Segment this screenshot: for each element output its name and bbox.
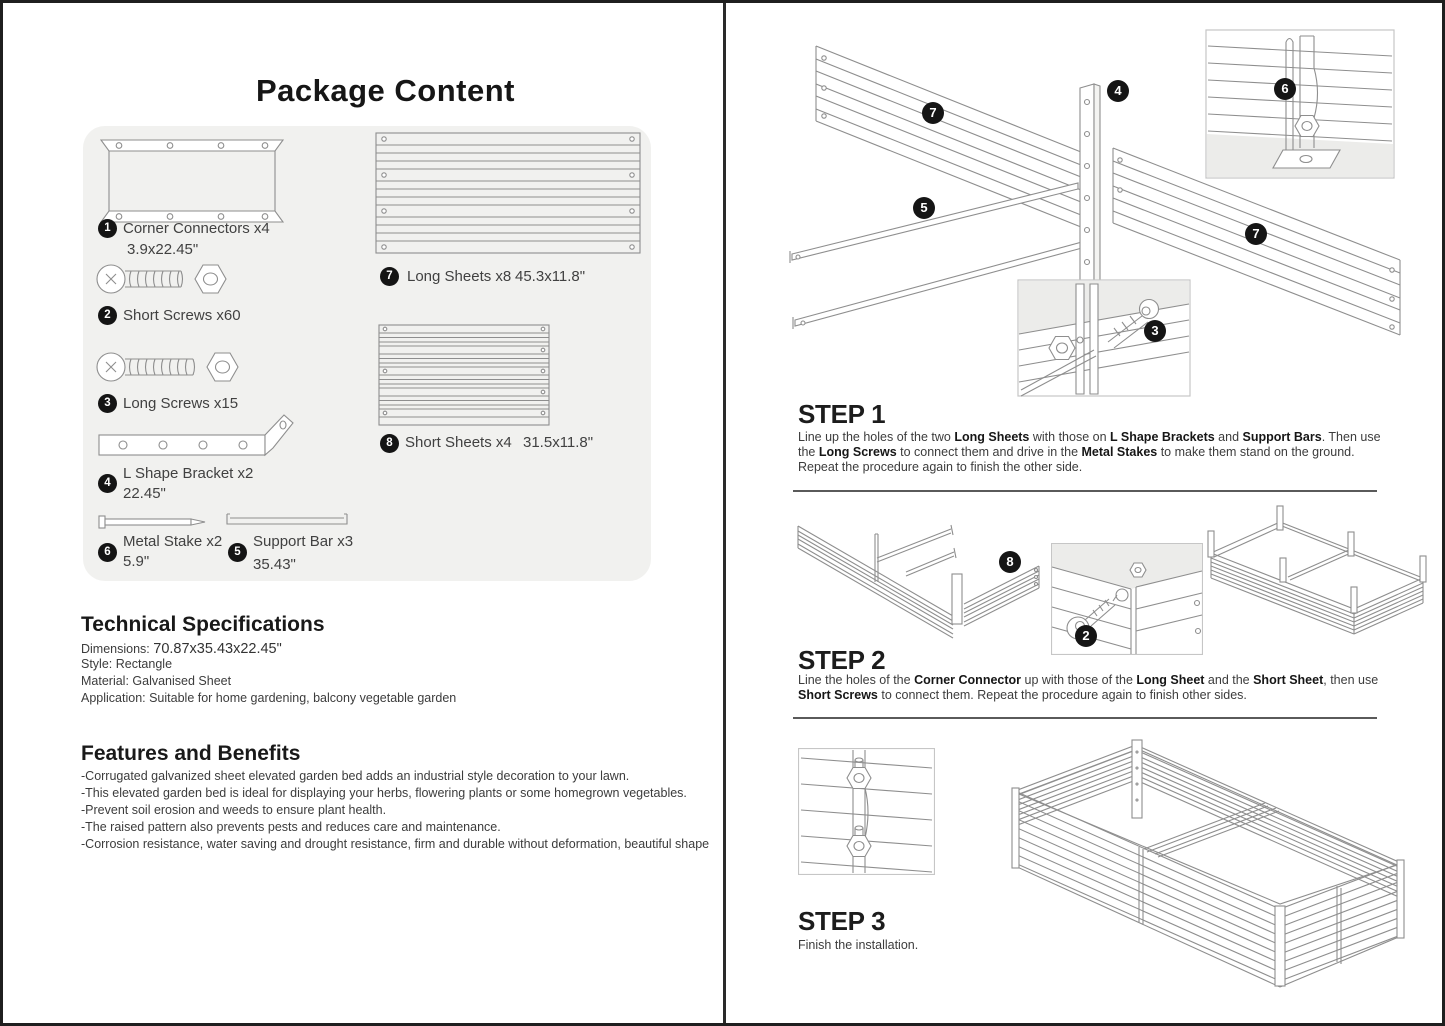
callout-badge-5: 5	[913, 197, 935, 219]
callout-badge-6: 6	[1274, 78, 1296, 100]
package-content-box	[83, 126, 651, 581]
part-dim-7: 45.3x11.8"	[515, 268, 586, 285]
part-badge-1: 1	[98, 219, 117, 238]
callout-badge-7: 7	[922, 102, 944, 124]
step1-text: Line up the holes of the two Long Sheets with those on L Shape Brackets and Support Bars. Then use the Long Screws to connect them and drive in the Metal Stakes to make them stand on the ground. Repeat the procedure again to finish the other side.	[798, 430, 1381, 474]
spec-dimensions: Dimensions: 70.87x35.43x22.45"	[81, 641, 282, 657]
callout-badge-7b: 7	[1245, 223, 1267, 245]
feature-item: -Corrugated galvanized sheet elevated garden bed adds an industrial style decoration to your lawn.	[81, 769, 630, 783]
part-badge-2: 2	[98, 306, 117, 325]
step2-partial-assembly-drawing	[791, 508, 1046, 643]
step1-heading: STEP 1	[798, 399, 886, 429]
long-sheets-drawing	[375, 132, 641, 254]
features-heading: Features and Benefits	[81, 742, 301, 765]
callout-badge-3: 3	[1144, 320, 1166, 342]
step2-heading: STEP 2	[798, 645, 886, 675]
short-screw-drawing	[95, 258, 245, 300]
step3-heading: STEP 3	[798, 906, 886, 936]
callout-badge-2: 2	[1075, 625, 1097, 647]
section-rule	[793, 717, 1377, 719]
support-bar-drawing	[223, 510, 353, 532]
part-label-7: Long Sheets x8	[407, 268, 512, 285]
part-label-5: Support Bar x3	[253, 533, 354, 550]
corner-connector-drawing	[97, 138, 287, 224]
part-label-4: L Shape Bracket x2	[123, 465, 254, 482]
part-badge-7: 7	[380, 267, 399, 286]
part-label-1: Corner Connectors x4	[123, 220, 270, 237]
step3-finished-bed-drawing	[1003, 728, 1443, 1026]
part-label-3: Long Screws x15	[123, 395, 239, 412]
long-screw-drawing	[95, 346, 260, 388]
part-badge-6: 6	[98, 543, 117, 562]
spec-application: Application: Suitable for home gardening, balcony vegetable garden	[81, 691, 457, 705]
step3-text: Finish the installation.	[798, 938, 919, 952]
part-badge-8: 8	[380, 434, 399, 453]
step2-complete-frame-drawing	[1193, 503, 1443, 663]
step2-text: Line the holes of the Corner Connector up with those of the Long Sheet and the Short Sheet, then use Short Screws to connect them. Repeat the procedure again to finish other sides.	[798, 673, 1379, 702]
metal-stake-drawing	[97, 512, 209, 532]
l-shape-bracket-drawing	[97, 414, 307, 470]
callout-badge-4: 4	[1107, 80, 1129, 102]
part-label-8: Short Sheets x4	[405, 434, 512, 451]
part-badge-4: 4	[98, 474, 117, 493]
part-label-6: Metal Stake x2	[123, 533, 223, 550]
feature-item: -Prevent soil erosion and weeds to ensure plant health.	[81, 803, 387, 817]
feature-item: -Corrosion resistance, water saving and drought resistance, firm and durable without deformation, beautiful shape	[81, 837, 710, 851]
part-dim-8: 31.5x11.8"	[523, 434, 594, 451]
step1-diagram	[728, 8, 1443, 398]
spec-style: Style: Rectangle	[81, 657, 173, 671]
part-dim-6: 5.9"	[123, 553, 150, 570]
step2-corner-screw-inset	[1051, 543, 1203, 655]
feature-item: -This elevated garden bed is ideal for displaying your herbs, flowering plants or some homegrown vegetables.	[81, 786, 687, 800]
feature-item: -The raised pattern also prevents pests and reduces care and maintenance.	[81, 820, 501, 834]
section-rule	[793, 490, 1377, 492]
page-title: Package Content	[255, 73, 515, 108]
part-badge-5: 5	[228, 543, 247, 562]
spec-material: Material: Galvanised Sheet	[81, 674, 232, 688]
step3-bolt-inset	[798, 748, 935, 875]
package-content-panel	[3, 3, 723, 1026]
short-sheets-drawing	[378, 324, 550, 426]
part-dim-5: 35.43"	[253, 556, 296, 573]
part-dim-4: 22.45"	[123, 485, 166, 502]
callout-badge-8: 8	[999, 551, 1021, 573]
tech-specs-heading: Technical Specifications	[81, 613, 325, 636]
part-label-2: Short Screws x60	[123, 307, 241, 324]
part-dim-1: 3.9x22.45"	[127, 241, 199, 258]
part-badge-3: 3	[98, 394, 117, 413]
assembly-steps-panel	[726, 3, 1445, 1026]
